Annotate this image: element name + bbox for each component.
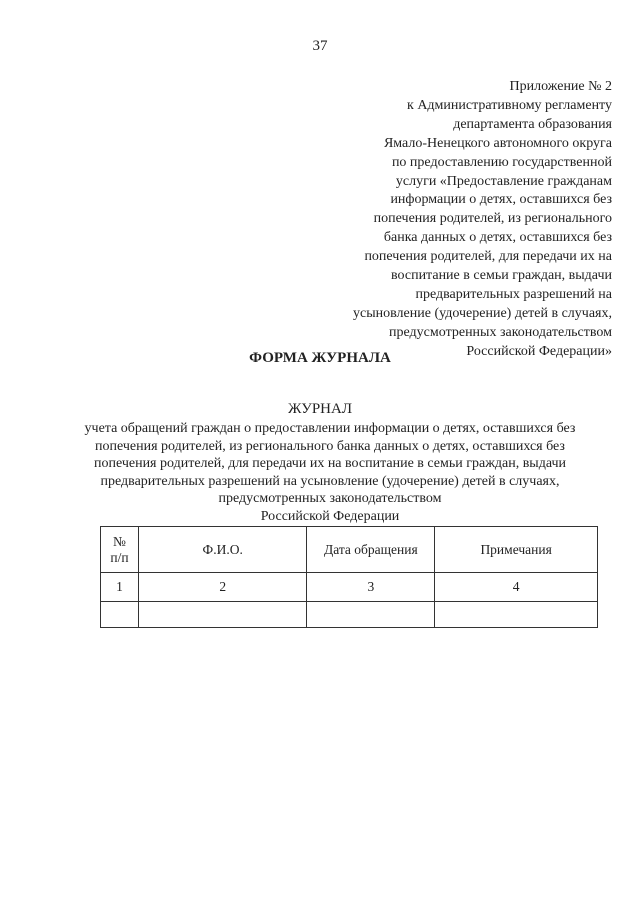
journal-heading: ЖУРНАЛ bbox=[287, 401, 353, 417]
header-notes: Примечания bbox=[435, 527, 598, 573]
column-number-cell: 1 bbox=[101, 573, 139, 602]
appendix-line: Ямало-Ненецкого автономного округа bbox=[383, 135, 612, 151]
journal-description-line: предусмотренных законодательством bbox=[218, 491, 442, 506]
journal-description bbox=[60, 420, 600, 525]
table-empty-row bbox=[101, 602, 598, 628]
journal-table bbox=[100, 526, 598, 628]
page-number: 37 bbox=[312, 38, 328, 54]
appendix-line: информации о детях, оставшихся без bbox=[390, 192, 612, 208]
journal-description-line: учета обращений граждан о предоставлении информации о детях, оставшихся без bbox=[84, 421, 576, 436]
appendix-line: к Административному регламенту bbox=[407, 97, 612, 113]
appendix-line: Приложение № 2 bbox=[509, 79, 612, 94]
header-number bbox=[101, 527, 139, 573]
table-header-row bbox=[101, 527, 598, 573]
journal-description-line: предварительных разрешений на усыновление (удочерение) детей в случаях, bbox=[100, 473, 560, 489]
journal-description-line: попечения родителей, для передачи их на воспитание в семьи граждан, выдачи bbox=[93, 456, 567, 471]
column-number-cell: 2 bbox=[138, 573, 307, 602]
appendix-reference bbox=[292, 78, 612, 362]
header-number-symbol: № bbox=[113, 533, 126, 549]
journal-description-line: попечения родителей, из регионального банка данных о детях, оставшихся без bbox=[95, 438, 565, 454]
journal-description-line: Российской Федерации bbox=[260, 508, 400, 524]
form-title: ФОРМА ЖУРНАЛА bbox=[249, 350, 391, 366]
empty-cell bbox=[435, 602, 598, 628]
appendix-line: предусмотренных законодательством bbox=[389, 324, 612, 340]
empty-cell bbox=[101, 602, 139, 628]
header-date: Дата обращения bbox=[307, 527, 435, 573]
appendix-line: усыновление (удочерение) детей в случаях, bbox=[353, 305, 612, 321]
empty-cell bbox=[307, 602, 435, 628]
appendix-line: Российской Федерации» bbox=[466, 343, 612, 359]
appendix-line: попечения родителей, для передачи их на bbox=[364, 249, 612, 265]
table-numbering-row bbox=[101, 573, 598, 602]
header-number-abbr: п/п bbox=[110, 549, 129, 565]
appendix-line: предварительных разрешений на bbox=[415, 286, 612, 302]
appendix-line: по предоставлению государственной bbox=[391, 154, 612, 170]
empty-cell bbox=[138, 602, 307, 628]
header-fio: Ф.И.О. bbox=[138, 527, 307, 573]
appendix-line: услуги «Предоставление гражданам bbox=[395, 173, 612, 189]
appendix-line: попечения родителей, из регионального bbox=[373, 211, 612, 227]
column-number-cell: 3 bbox=[307, 573, 435, 602]
appendix-line: департамента образования bbox=[453, 116, 612, 132]
column-number-cell: 4 bbox=[435, 573, 598, 602]
appendix-line: воспитание в семьи граждан, выдачи bbox=[391, 268, 612, 284]
appendix-line: банка данных о детях, оставшихся без bbox=[383, 230, 612, 246]
